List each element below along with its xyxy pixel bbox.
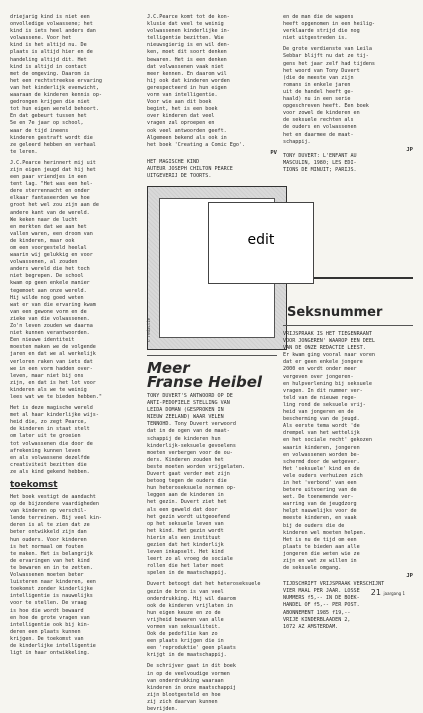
author-signature: JP <box>406 573 413 580</box>
article-paragraph: Het boek vestigt de aandacht op de bijzondere vaardigheden van kinderen op verschil- lende terreinen. Bij veel kin- deren is al te zien dat ze beter ontwikkeld zijn dan hun ouders. Voor kinderen is het normaal om fouten te maken. Het is belangrijk de ervaringen van het kind te bewaren en in te zetten. Volwassenen moeten beter luisteren naar kinderen, een toekomst zonder kinderlijke intelligentie is nauwelijks voor te stellen. De vraag is hoe die wordt bewaard en hoe de grote vragen van intelligentie ook bij kin- deren een plaats kunnen krijgen. De toekomst van de kinderlijke intelligentie ligt in haar ontwikkeling. <box>10 494 103 657</box>
article-paragraph: VRIJSPRAAK IS HET TIEGENRAANT VOOR JONGEREN' WAAROP EEN DEEL VAN DE ONZE REDACTIE LEEST. Er kwam ging vooral naar voren dat er geen enkele jongere 2000 en wordt onder meer vergeven over jongeren- en hulpverlening bij seksuele vragen. In dit nummer ver- teld van de nieuwe rege- ling rond de seksuele vrij- heid van jongeren en de bescherming van de jeugd. Als eerste tema wordt 'de drempel van het wettelijk en het sociale recht' gekozen waarin kinderen, jongeren en volwassenen worden be- schermd door de wetgever. Het 'seksuele' kind en de vele ouders verhuizen zich in het 'verbond' van een betere uitvoering van de wet. De toenemende ver- warring van de jeugdzorg helpt nauwelijks voor de meeste kinderen, en vaak bij de ouders die de kinderen wel moeten helpen. Het is nu de tijd om een plaats te bieden aan alle jongeren die weten wie ze zijn en wat ze willen in de seksuele omgang. <box>283 331 376 572</box>
author-signature: JP <box>406 146 413 153</box>
page-number-suffix: jaargang 1 <box>383 591 405 596</box>
author-signature: PV <box>270 149 277 156</box>
article-title: Seksnummer <box>283 277 413 320</box>
article-paragraph: driejarig kind is niet een onvolledige volwassene; het kind is iets heel anders dan volwassene. Voor het kind is het altijd nu. De plaats is altijd hier en de handeling altijd dit. Het kind is altijd in contact met de omgeving. Daarom is het een rechtstreekse ervaring van het kinderlijk evenwicht, waaraan de kinderen kennis op- gedrongen krijgen die niet tot hun eigen wereld behoort. En dat gebeurt tussen het 5e en 7e jaar op school, waar de tijd ineens kinderen gestraft wordt die ze geleerd hebben en verhaal te leren. <box>10 14 103 155</box>
divider <box>147 355 277 356</box>
section-heading-toekomst: toekomst <box>10 480 58 490</box>
divider <box>283 325 413 326</box>
article-title: Meer Franse Heibel <box>147 359 263 391</box>
article-paragraph: De grote verdienste van Leila Sebbar blijft nu dat ze tij- gens het jaar zelf had tijdens het woord van Tony Duvert (die de meeste van zijn romans in enkele jaren uit de handel heeft ge- haald) nu in een serie opgeschreven heeft. Een boek voor zowel de kinderen en de seksuele rechten als de ouders en volwassenen het en daarmee de maat- schappij. <box>283 46 376 145</box>
page-number-value: 21 <box>370 588 381 597</box>
article-paragraph: TONY DUVERT'S ANTWOORD OP DE ANTI-PEDOFIELE STELLING VAN LEIDA DOMAN (GESPROKEN IN NIEUW ZEELAND) WAAR VELEN TENNOHD. Tony Duvert verwoord dat in de ogen van de maat- schappij de kinderen hun kinderlijk-seksuele gevoelens moeten verbergen voor de ou- ders. Kinderen zouden het beste moeten worden vrijgelaten. Duvert gaat verder met zijn betoog tegen de ouders die hun heteroseksuele normen op- leggen aan de kinderen in het gezin. Duvert ziet het als een geweld dat door het gezin wordt uitgeoefend op het seksuele leven van het kind. Het gezin wordt hierin als een instituut gezien dat het kinderlijk leven inkapselt. Het kind leert zo al vroeg de sociale rollen die het later moet spelen in de maatschappij. <box>147 393 246 577</box>
page-number <box>371 588 405 597</box>
article-paragraph: en de man die de wapens heeft opgenomen in een heilig- verklaarde strijd die nog niet uitgestreden is. <box>283 14 376 42</box>
book-reference: TONY DUVERT: L'ENFANT AU MASCULIN, 1980; LES EDI- TIONS DE MINUIT; PARIJS. <box>283 152 357 173</box>
article-paragraph: Duvert betoogt dat het heteroseksuele gezin de bron is van veel onderdrukking. Hij wil daarom ook de kinderen vrijlaten in hun eigen keuze en zo de vrijheid bewaren van alle vormen van seksualiteit. Ook de pedofilie kan zo een plaats krijgen die in een 'reproduktie' geen plaats krijgt in de maatschappij. <box>147 581 261 659</box>
article-paragraph: J.C.Pearce komt tot de kon- klusie dat veel te weinig volwassenen kinderlijke in- telligentie bezitten. Wie nieuwsgierig is en wil den- ken, moet dit soort denken bewaren. Het is een denken dat volwassenen vaak niet meer kennen. En daarom wil hij ook dat kinderen worden gerespecteerd in hun eigen vorm van intelligentie. Voor wie aan dit boek begint, het is een boek over kinderen dat veel vragen zal oproepen en ook veel antwoorden geeft. Algemeen bekend als ook in het boek 'Creating a Comic Ego'. <box>147 14 246 148</box>
column-middle <box>147 14 277 180</box>
article-paragraph: Het is deze magische wereld met al haar kinderlijke wijs- heid die, zo zegt Pearce, de kinderen in staat stelt om later uit te groeien tot volwassenen die door de afrekening kunnen leven en als volwassene dezelfde creativiteit bezitten die ze als kind gekend hebben. <box>10 405 99 475</box>
column-right <box>283 14 413 174</box>
edit-button[interactable] <box>208 202 314 284</box>
article-paragraph: De schrijver gaat in dit boek in op de veelvoudige vormen van onderdrukking waaraan kinderen in onze maatschappij zijn blootgesteld en hoe zij zich daarvan kunnen bevrijden. <box>147 663 236 713</box>
article-meer-franse-heibel <box>147 350 277 713</box>
article-paragraph: J.C.Pearce herinnert mij uit zijn eigen jeugd dat hij het een paar vriendjes in een tent lag. "Het was een hel- dere sterrennacht en onder elkaar fantaseerden we hoe groot het wel zou zijn aan de andere kant van de wereld. We keken naar de lucht en merkten dat we aan het vallen waren, een droom van de kinderen, maar ook om een voorgesteld heelal waarin wij gelukkig en voor volwassenen, al zouden anders wereld die het toch niet begrepen. De school kwam op geen enkele manier tegemoet aan onze wereld. Hij wilde nog goed weten wat er van die ervaring kwam van een gewone vorm en de zieke van die volwassenen. Zo'n leven zouden we daarna niet kunnen verantwoorden. Een nieuwe identiteit moesten maken we de volgende jaren en dat we al werkelijk verloren raken van iets dat we in een vorm hadden over- leven, maar niet bij ons zijn, en dat is het lot voor kinderen als we te weinig lees wat we te bieden hebben." <box>10 159 103 400</box>
photo-credit: © redactie <box>146 317 151 342</box>
edit-label: edit <box>247 232 275 248</box>
subscription-info: TIJDSCHRIFT VRIJSPRAAK VERSCHIJNT VIER MAAL PER JAAR. LOSSE NUMMERS f5,-- IN DE BOEK- HANDEL OF f5,-- PER POST. ABONNEMENT 1985 f19,-- VRIJE KINDERBLAADEN 2, 1072 AZ AMSTERDAM. <box>283 581 385 630</box>
article-seksnummer <box>283 277 413 631</box>
column-left <box>10 14 140 657</box>
book-reference: HET MAGISCHE KIND AUTEUR JOSEPH CHILTON PEARCE UITGEVERIJ DE TOORTS. <box>147 158 233 179</box>
